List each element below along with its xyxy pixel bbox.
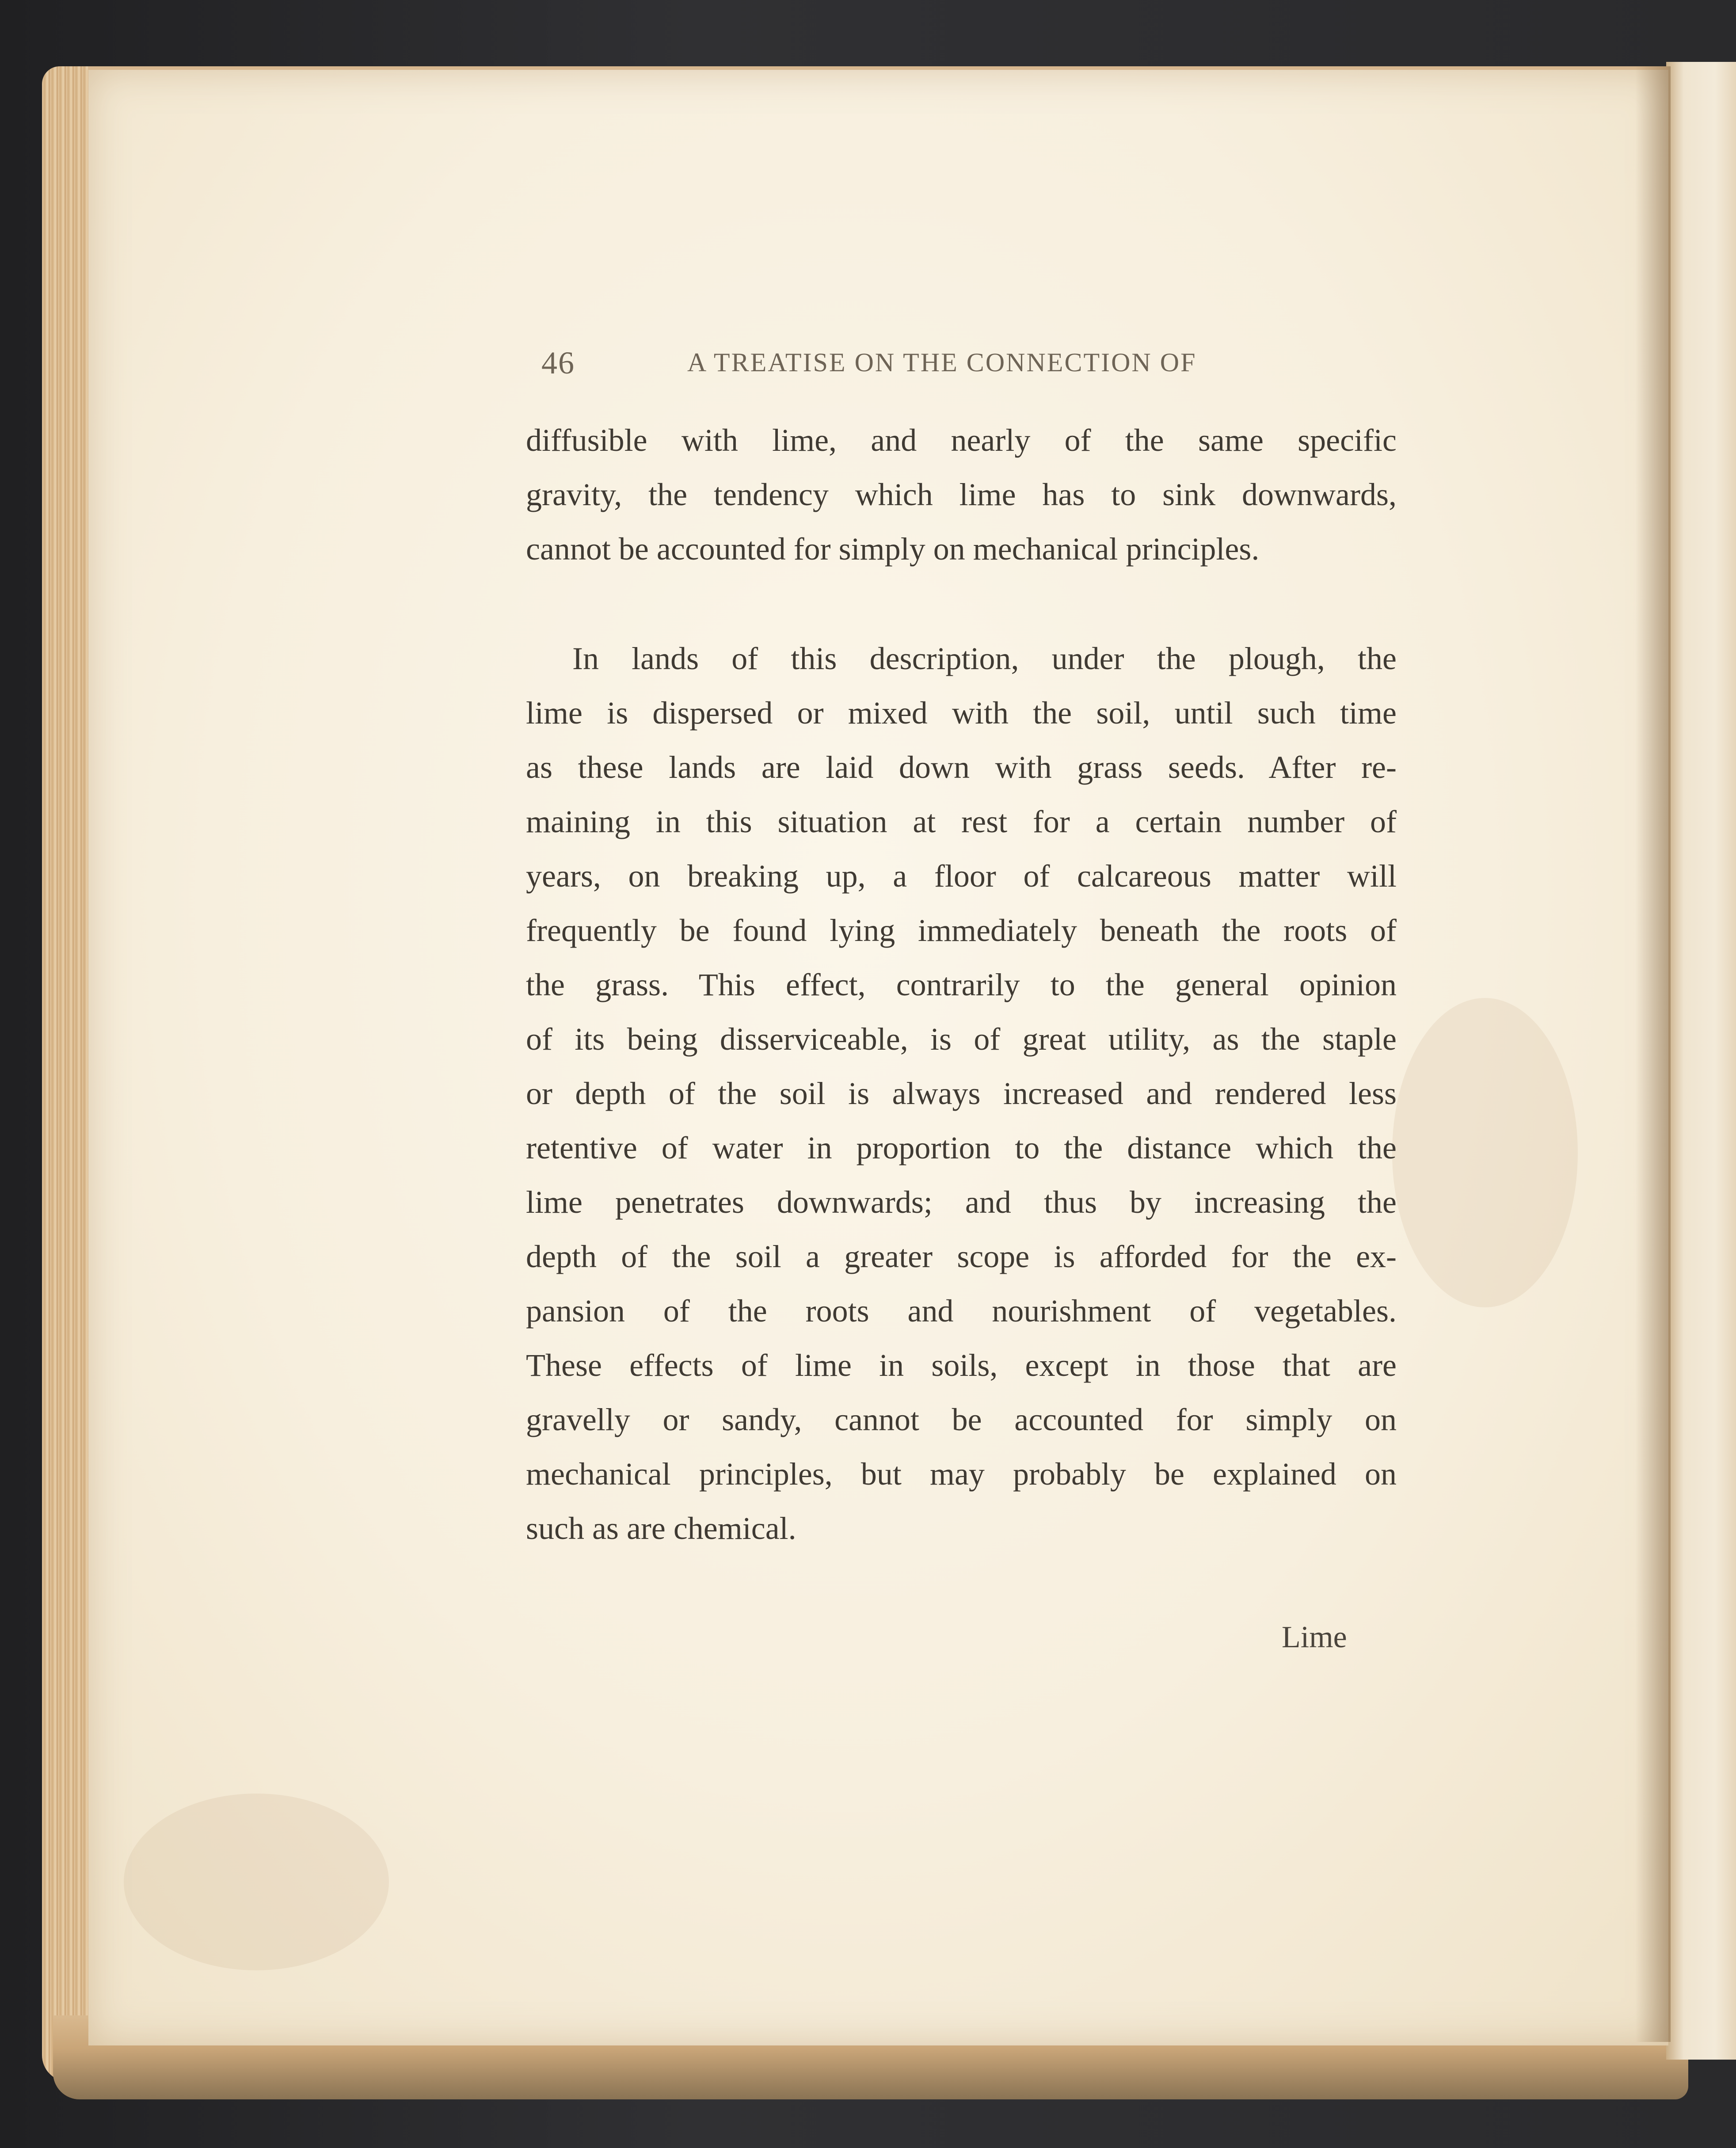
text-line: retentive of water in proportion to the distance which the	[526, 1130, 1397, 1165]
facing-page-edge	[1666, 62, 1736, 2060]
text-line: such as are chemical.	[526, 1511, 796, 1546]
text-line: maining in this situation at rest for a certain number of	[526, 804, 1397, 839]
text-line: diffusible with lime, and nearly of the same specific	[526, 423, 1397, 458]
text-line: lime is dispersed or mixed with the soil, until such time	[526, 695, 1397, 731]
paper-stain	[124, 1794, 389, 1970]
text-line: frequently be found lying immediately beneath the roots of	[526, 913, 1397, 948]
catchword: Lime	[1282, 1620, 1347, 1654]
text-line: years, on breaking up, a floor of calcareous matter will	[526, 858, 1397, 894]
paragraph-2	[526, 632, 1397, 1556]
running-head	[541, 345, 1328, 393]
text-line: depth of the soil a greater scope is afforded for the ex-	[526, 1239, 1397, 1274]
text-line: gravity, the tendency which lime has to sink downwards,	[526, 477, 1397, 512]
paragraph-1	[526, 413, 1397, 576]
text-line: mechanical principles, but may probably be explained on	[526, 1456, 1397, 1492]
text-line: gravelly or sandy, cannot be accounted for simply on	[526, 1402, 1397, 1437]
page-number: 46	[541, 345, 575, 381]
paper-stain	[1392, 998, 1578, 1307]
gutter-shadow	[1635, 66, 1671, 2042]
paragraph-gap	[526, 576, 1397, 632]
text-line: of its being disserviceable, is of great utility, as the staple	[526, 1021, 1397, 1057]
body-text	[526, 413, 1397, 1556]
text-line: pansion of the roots and nourishment of vegetables.	[526, 1293, 1397, 1329]
text-line: or depth of the soil is always increased and rendered less	[526, 1076, 1397, 1111]
text-line: lime penetrates downwards; and thus by increasing the	[526, 1184, 1397, 1220]
text-line: These effects of lime in soils, except in those that are	[526, 1348, 1397, 1383]
running-title: A TREATISE ON THE CONNECTION OF	[687, 348, 1197, 377]
text-line: the grass. This effect, contrarily to the general opinion	[526, 967, 1397, 1002]
text-line: cannot be accounted for simply on mechanical principles.	[526, 531, 1260, 567]
text-line: In lands of this description, under the plough, the	[572, 641, 1397, 676]
text-line: as these lands are laid down with grass seeds. After re-	[526, 750, 1397, 785]
